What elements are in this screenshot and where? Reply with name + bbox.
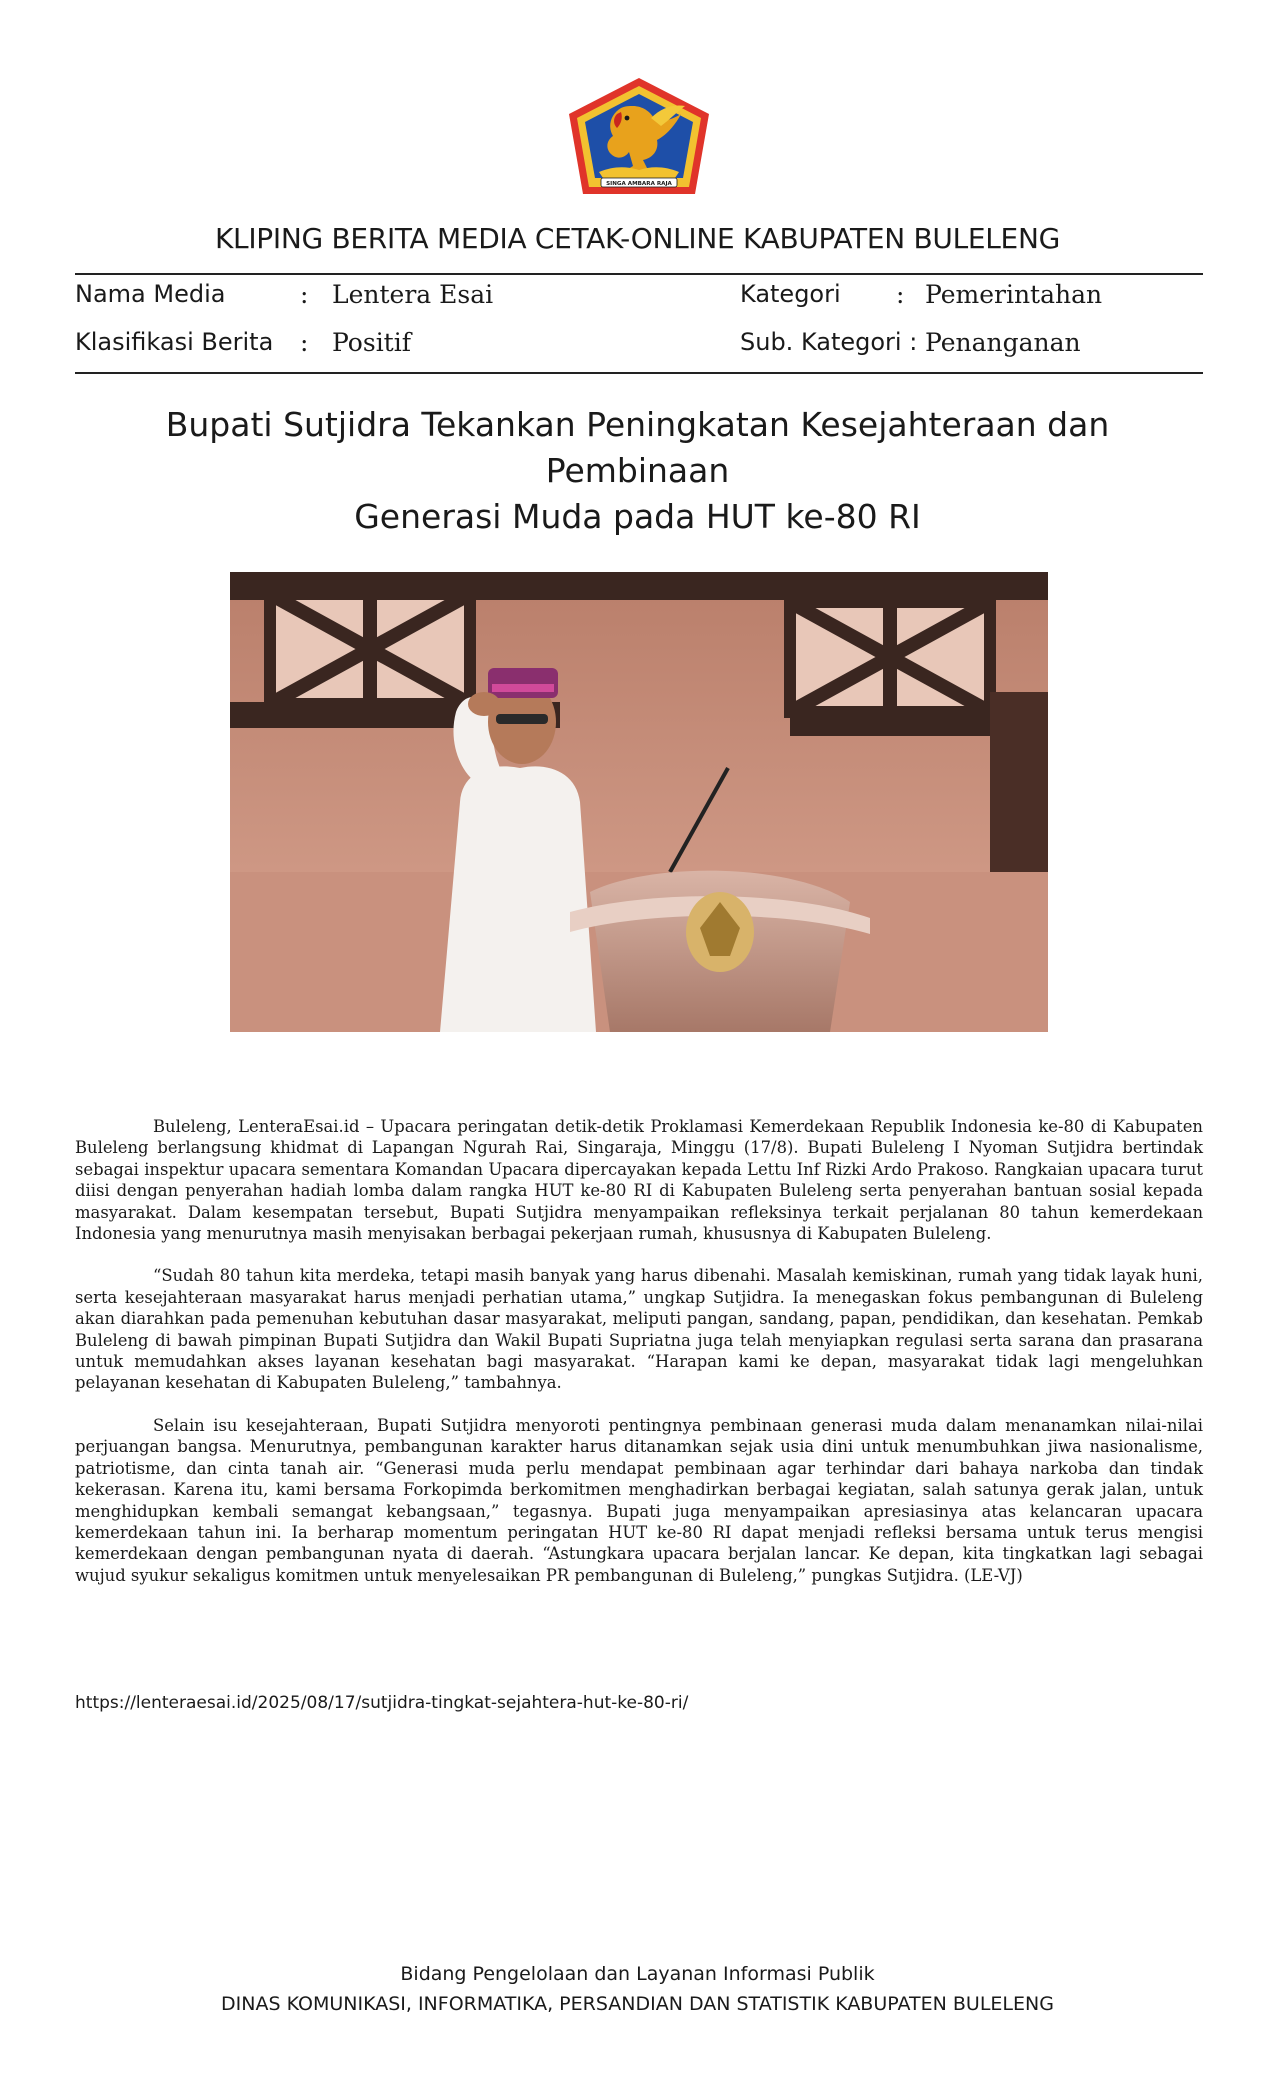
footer-division: Bidang Pengelolaan dan Layanan Informasi Publik (400, 1963, 875, 1985)
nama-media-value: Lentera Esai (332, 280, 494, 309)
klasifikasi-separator: : (300, 328, 309, 357)
headline-line-2: Generasi Muda pada HUT ke-80 RI (354, 497, 921, 536)
sub-kategori-value: Penanganan (925, 328, 1081, 357)
nama-media-separator: : (300, 280, 309, 309)
kategori-value: Pemerintahan (925, 280, 1103, 309)
kategori-separator: : (896, 280, 905, 309)
footer-agency: DINAS KOMUNIKASI, INFORMATIKA, PERSANDIAN DAN STATISTIK KABUPATEN BULELENG (221, 1993, 1054, 2015)
article-headline (80, 402, 1195, 540)
news-photo (230, 572, 1048, 1032)
divider-bottom (75, 372, 1203, 374)
emblem-motto: SINGA AMBARA RAJA (606, 181, 672, 187)
klasifikasi-label: Klasifikasi Berita (75, 328, 274, 356)
article-paragraph-1: Buleleng, LenteraEsai.id – Upacara peringatan detik-detik Proklamasi Kemerdekaan Republik Indonesia ke-80 di Kabupaten Buleleng berlangsung khidmat di Lapangan Ngurah Rai, Singaraja, Minggu (17/8). Bupati Buleleng I Nyoman Sutjidra bertindak sebagai inspektur upacara sementara Komandan Upacara dipercayakan kepada Lettu Inf Rizki Ardo Prakoso. Rangkaian upacara turut diisi dengan penyerahan hadiah lomba dalam rangka HUT ke-80 RI di Kabupaten Buleleng serta penyerahan bantuan sosial kepada masyarakat. Dalam kesempatan tersebut, Bupati Sutjidra menyampaikan refleksinya terkait perjalanan 80 tahun kemerdekaan Indonesia yang menurutnya masih menyisakan berbagai pekerjaan rumah, khususnya di Kabupaten Buleleng. (75, 1117, 1203, 1244)
article-paragraph-2: “Sudah 80 tahun kita merdeka, tetapi masih banyak yang harus dibenahi. Masalah kemiskinan, rumah yang tidak layak huni, serta kesejahteraan masyarakat harus menjadi perhatian utama,” ungkap Sutjidra. Ia menegaskan fokus pembangunan di Buleleng akan diarahkan pada pemenuhan kebutuhan dasar masyarakat, meliputi pangan, sandang, papan, pendidikan, dan kesehatan. Pemkab Buleleng di bawah pimpinan Bupati Sutjidra dan Wakil Bupati Supriatna juga telah menyiapkan regulasi serta sarana dan prasarana untuk memudahkan akses layanan kesehatan bagi masyarakat. “Harapan kami ke depan, masyarakat tidak lagi mengeluhkan pelayanan kesehatan di Kabupaten Buleleng,” tambahnya. (75, 1266, 1203, 1393)
article-paragraph-3: Selain isu kesejahteraan, Bupati Sutjidra menyoroti pentingnya pembinaan generasi muda dalam menanamkan nilai-nilai perjuangan bangsa. Menurutnya, pembangunan karakter harus ditanamkan sejak usia dini untuk menumbuhkan jiwa nasionalisme, patriotisme, dan cinta tanah air. “Generasi muda perlu mendapat pembinaan agar terhindar dari bahaya narkoba dan tindak kekerasan. Karena itu, kami bersama Forkopimda berkomitmen menghadirkan berbagai kegiatan, salah satunya gerak jalan, untuk menghidupkan kembali semangat kebangsaan,” tegasnya. Bupati juga menyampaikan apresiasinya atas kelancaran upacara kemerdekaan tahun ini. Ia berharap momentum peringatan HUT ke-80 RI dapat menjadi refleksi bersama untuk terus mengisi kemerdekaan dengan pembangunan nyata di daerah. “Astungkara upacara berjalan lancar. Ke depan, kita tingkatkan lagi sebagai wujud syukur sekaligus komitmen untuk menyelesaikan PR pembangunan di Buleleng,” pungkas Sutjidra. (LE-VJ) (75, 1415, 1203, 1585)
divider-top (75, 273, 1203, 275)
sub-kategori-label: Sub. Kategori : (740, 328, 918, 356)
kategori-label: Kategori (740, 280, 841, 308)
klasifikasi-value: Positif (332, 328, 411, 357)
buleleng-emblem-icon (563, 74, 715, 200)
nama-media-label: Nama Media (75, 280, 226, 308)
article-source-url[interactable]: https://lenteraesai.id/2025/08/17/sutjidra-tingkat-sejahtera-hut-ke-80-ri/ (75, 1693, 689, 1713)
masthead-title: KLIPING BERITA MEDIA CETAK-ONLINE KABUPATEN BULELENG (214, 222, 1060, 255)
article-body (75, 1116, 1203, 1607)
headline-line-1: Bupati Sutjidra Tekankan Peningkatan Kesejahteraan dan Pembinaan (165, 405, 1110, 490)
